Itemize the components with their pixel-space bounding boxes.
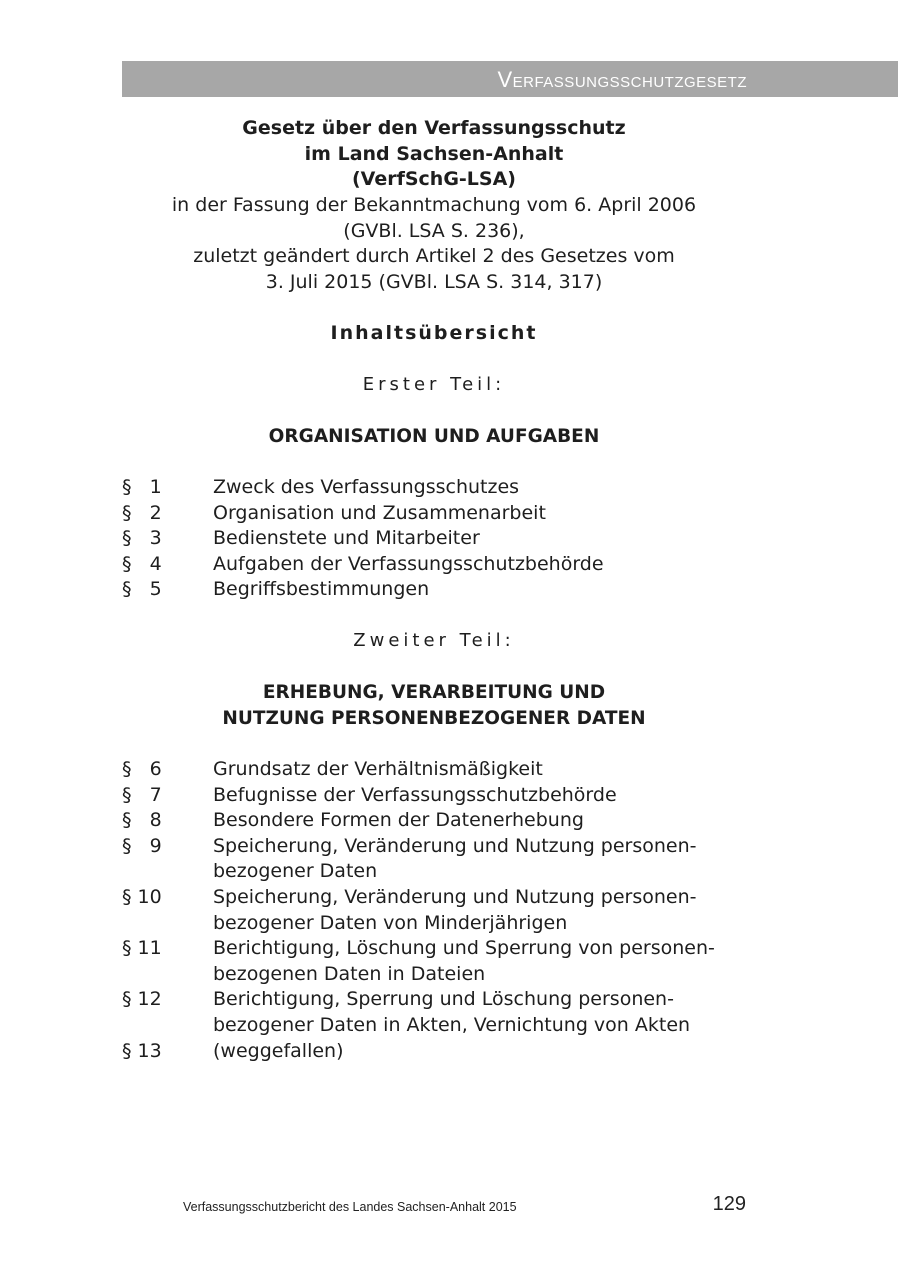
- part-heading-line: NUTZUNG PERSONENBEZOGENER DATEN: [222, 708, 646, 729]
- toc-section-title: Bedienstete und Mitarbeiter: [213, 527, 480, 550]
- law-title-line: Gesetz über den Verfassungsschutz: [242, 117, 626, 139]
- part-heading-line: ORGANISATION UND AUFGABEN: [268, 426, 600, 447]
- toc-item: [122, 1039, 762, 1065]
- part-heading-1: [122, 424, 746, 450]
- running-header-title: Verfassungsschutzgesetz: [497, 67, 747, 92]
- toc-item: [122, 885, 762, 936]
- part-label-1: Erster Teil:: [362, 374, 506, 395]
- toc-item: [122, 577, 762, 603]
- edition-line: 3. Juli 2015 (GVBl. LSA S. 314, 317): [265, 270, 603, 293]
- toc-item: [122, 783, 762, 809]
- toc-section-title: Grundsatz der Verhältnismäßigkeit: [213, 758, 543, 780]
- footer-publication-title: Verfassungsschutzbericht des Landes Sachsen-Anhalt 2015: [183, 1200, 517, 1214]
- toc-heading: Inhaltsübersicht: [330, 322, 538, 344]
- toc-section-title: Befugnisse der Verfassungsschutzbehörde: [213, 783, 617, 806]
- law-title-line: (VerfSchG-LSA): [351, 168, 516, 190]
- toc-section-title-continuation: bezogener Daten von Minderjährigen: [213, 911, 568, 934]
- toc-section-title: Berichtigung, Sperrung und Löschung personen-: [213, 988, 674, 1011]
- edition-line: zuletzt geändert durch Artikel 2 des Gesetzes vom: [193, 245, 675, 267]
- part-heading-2: [122, 680, 746, 732]
- toc-section-title: Aufgaben der Verfassungsschutzbehörde: [213, 552, 604, 575]
- toc-section-title: Organisation und Zusammenarbeit: [213, 501, 546, 524]
- edition-line: (GVBl. LSA S. 236),: [343, 219, 525, 242]
- toc-section-title: Begriffsbestimmungen: [213, 578, 430, 601]
- toc-section-number: § 3: [122, 527, 162, 550]
- page-number: 129: [712, 1193, 746, 1215]
- toc-item: [122, 501, 762, 527]
- law-title: [122, 116, 746, 193]
- toc-section-title: Speicherung, Veränderung und Nutzung personen-: [213, 834, 697, 857]
- toc-section-number: § 4: [122, 552, 162, 575]
- toc-section-title-continuation: bezogener Daten in Akten, Vernichtung von Akten: [213, 1013, 691, 1036]
- toc-section-number: § 1: [122, 476, 162, 498]
- toc-section-title: Besondere Formen der Datenerhebung: [213, 809, 584, 832]
- toc-section-number: § 11: [122, 937, 162, 960]
- edition-note: [122, 193, 746, 295]
- toc-item: [122, 987, 762, 1038]
- edition-line: in der Fassung der Bekanntmachung vom 6. April 2006: [171, 194, 697, 216]
- toc-section-title: (weggefallen): [213, 1039, 344, 1062]
- toc-section-number: § 2: [122, 501, 162, 524]
- part-label-2: Zweiter Teil:: [353, 630, 515, 651]
- toc-section-number: § 8: [122, 809, 162, 832]
- toc-item: [122, 834, 762, 885]
- toc-list-part-2: [122, 757, 762, 1064]
- toc-item: [122, 475, 762, 501]
- toc-section-number: § 7: [122, 783, 162, 806]
- law-title-line: im Land Sachsen-Anhalt: [304, 142, 564, 165]
- toc-section-number: § 13: [122, 1039, 162, 1062]
- toc-item: [122, 936, 762, 987]
- toc-section-number: § 6: [122, 758, 162, 780]
- toc-item: [122, 808, 762, 834]
- toc-section-title: Speicherung, Veränderung und Nutzung personen-: [213, 885, 697, 908]
- toc-section-number: § 12: [122, 988, 162, 1011]
- toc-list-part-1: [122, 475, 762, 603]
- toc-section-number: § 9: [122, 834, 162, 857]
- part-heading-line: ERHEBUNG, VERARBEITUNG UND: [262, 682, 606, 703]
- toc-section-title: Zweck des Verfassungsschutzes: [213, 476, 520, 498]
- toc-section-number: § 5: [122, 578, 162, 601]
- toc-item: [122, 526, 762, 552]
- toc-item: [122, 757, 762, 783]
- toc-item: [122, 552, 762, 578]
- toc-section-title: Berichtigung, Löschung und Sperrung von personen-: [213, 937, 715, 960]
- toc-section-number: § 10: [122, 885, 162, 908]
- toc-section-title-continuation: bezogenen Daten in Dateien: [213, 962, 486, 985]
- toc-section-title-continuation: bezogener Daten: [213, 860, 378, 883]
